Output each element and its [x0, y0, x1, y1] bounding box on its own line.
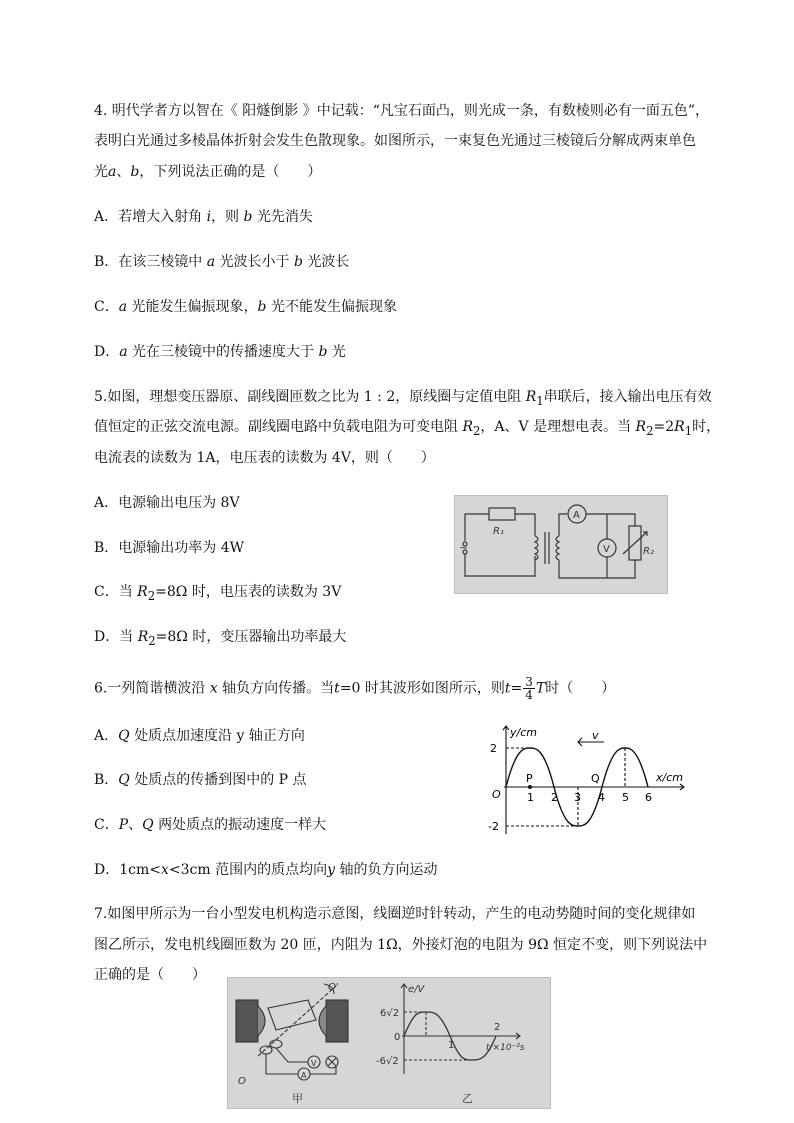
q6-wave-figure	[488, 722, 688, 840]
q4-stem-line2: 表明白光通过多棱晶体折射会发生色散现象。如图所示，一束复色光通过三棱镜后分解成两束单色	[94, 133, 696, 149]
point-p	[528, 785, 532, 789]
q7-stem-line2: 图乙所示，发电机线圈匝数为 20 匝，内阻为 1Ω，外接灯泡的电阻为 9Ω 恒定不变，则下列说法中	[94, 937, 708, 953]
generator-sketch	[236, 984, 348, 1080]
y-tick-neg2: -2	[488, 820, 499, 833]
x-tick-4: 4	[598, 791, 605, 804]
x-tick-2: 2	[551, 791, 558, 804]
x-axis-label: x/cm	[656, 771, 683, 784]
resistor-r1	[489, 508, 515, 520]
q5-option-b[interactable]: B．电源输出功率为 4W	[94, 540, 245, 556]
q7-generator-figure	[227, 977, 551, 1109]
tick-t2: 2	[494, 1022, 501, 1033]
label-o-prime: O'	[328, 982, 339, 993]
label-r2: R₂	[643, 546, 654, 557]
q5-stem-line1: 5.如图，理想变压器原、副线圈匝数之比为 1 : 2，原线圈与定值电阻 $R_1$串联后，接入输出电压有效	[94, 389, 712, 408]
tick-pos-6root2: 6√2	[380, 1008, 400, 1019]
q5-circuit-diagram	[455, 496, 667, 593]
q4-stem-line3: 光a、b，下列说法正确的是（ ）	[94, 164, 322, 180]
q5-option-c[interactable]: C．当 $R_2=8\Omega$ 时，电压表的读数为 3V	[94, 584, 342, 603]
figure-label-yi: 乙	[462, 1092, 473, 1105]
velocity-label: v	[592, 729, 599, 742]
y-axis-label: y/cm	[510, 726, 537, 739]
q4-option-a[interactable]: A．若增大入射角 i，则 b 光先消失	[94, 209, 313, 225]
tick-neg-6root2: -6√2	[376, 1056, 399, 1067]
q6-option-a[interactable]: A．Q 处质点加速度沿 y 轴正方向	[94, 728, 305, 744]
e-axis-label: e/V	[408, 984, 425, 995]
x-tick-6: 6	[645, 791, 652, 804]
q5-option-d[interactable]: D．当 $R_2=8\Omega$ 时，变压器输出功率最大	[94, 629, 347, 648]
q4-option-b[interactable]: B．在该三棱镜中 a 光波长小于 b 光波长	[94, 254, 350, 270]
q5-circuit-figure	[454, 495, 668, 594]
figure-label-jia: 甲	[292, 1092, 303, 1105]
fraction-3-4: $\frac{3}{4}$	[525, 675, 533, 702]
label-o: O	[238, 1076, 246, 1087]
label-source: ~	[459, 541, 469, 554]
q4-option-d[interactable]: D．a 光在三棱镜中的传播速度大于 b 光	[94, 344, 346, 360]
t-axis-label: t/×10⁻²s	[486, 1043, 525, 1053]
emf-graph	[401, 984, 520, 1074]
q6-option-d[interactable]: D．1cm<x<3cm 范围内的质点均向y 轴的负方向运动	[94, 862, 438, 878]
tick-zero: 0	[394, 1032, 401, 1043]
q6-option-b[interactable]: B．Q 处质点的传播到图中的 P 点	[94, 772, 307, 788]
q7-diagram	[228, 978, 550, 1108]
tick-t1: 1	[448, 1040, 455, 1051]
q7-stem-line3: 正确的是（ ）	[94, 967, 206, 983]
q5-stem-line3: 电流表的读数为 1A，电压表的读数为 4V，则（ ）	[94, 450, 435, 466]
q4-stem-line1: 4. 明代学者方以智在《 阳燧倒影 》中记载：“凡宝石面凸，则光成一条，有数棱则必有一面五色”，	[94, 103, 710, 119]
label-a: A	[301, 1071, 307, 1080]
x-tick-3: 3	[574, 791, 581, 804]
q6-stem-line1: 6.一列简谐横波沿 x 轴负方向传播。当t=0 时其波形如图所示，则t= $\frac{3}{4}$ T时（ ）	[94, 675, 616, 702]
q6-wave-diagram	[488, 722, 688, 840]
label-ammeter: A	[573, 510, 580, 521]
q6-option-c[interactable]: C．P、Q 两处质点的振动速度一样大	[94, 817, 327, 833]
q4-option-c[interactable]: C．a 光能发生偏振现象，b 光不能发生偏振现象	[94, 299, 397, 315]
label-v: V	[311, 1059, 317, 1068]
x-tick-5: 5	[622, 791, 629, 804]
q-label: Q	[591, 772, 600, 785]
label-voltmeter: V	[603, 544, 610, 555]
p-label: P	[526, 772, 533, 785]
label-r1: R₁	[493, 526, 504, 537]
y-tick-2: 2	[490, 742, 497, 755]
q5-stem-line2: 值恒定的正弦交流电源。副线圈电路中负载电阻为可变电阻 $R_2$，A、V 是理想电表。当 $R_2=2R_1$时，	[94, 419, 721, 438]
q7-stem-line1: 7.如图甲所示为一台小型发电机构造示意图，线圈逆时针转动，产生的电动势随时间的变化规律如	[94, 906, 696, 922]
x-tick-1: 1	[527, 791, 534, 804]
q5-option-a[interactable]: A．电源输出电压为 8V	[94, 495, 240, 511]
origin-label: O	[492, 788, 501, 801]
